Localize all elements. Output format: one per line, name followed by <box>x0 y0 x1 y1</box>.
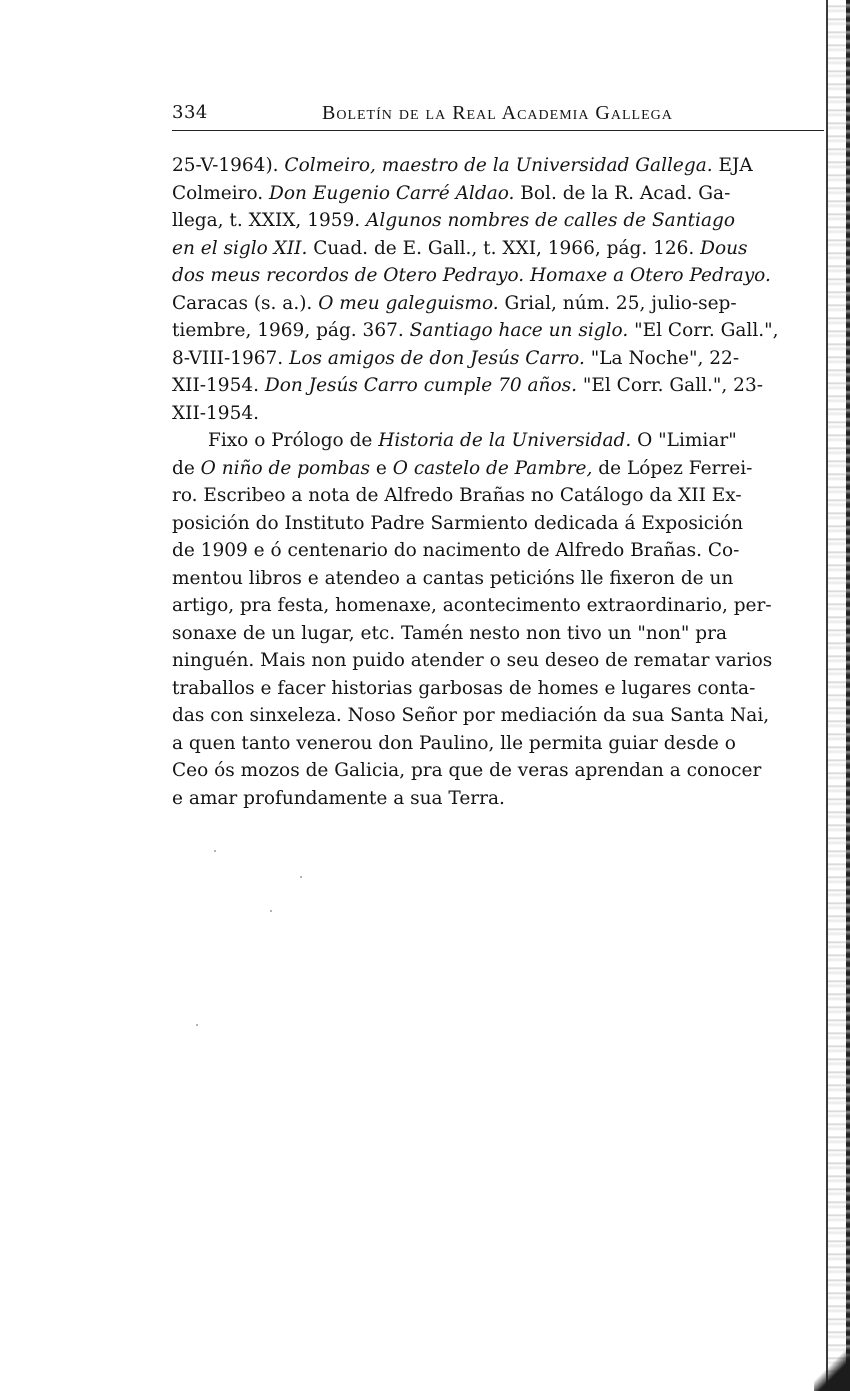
text-line <box>172 757 832 785</box>
text-line <box>172 427 832 455</box>
text-run: XII-1954. <box>172 375 265 396</box>
italic-run: O meu galeguismo. <box>318 292 499 314</box>
italic-run: dos meus recordos de Otero Pedrayo. Homaxe a Otero Pedrayo. <box>172 265 771 286</box>
text-run: Caracas (s. a.). <box>172 292 319 314</box>
italic-run: Colmeiro, maestro de la Universidad Gallega. <box>284 155 713 176</box>
text-run: tiembre, 1969, pág. 367. <box>172 320 410 341</box>
text-run: mentou libros e atendeo a cantas peticións lle fixeron de un <box>172 567 734 589</box>
text-line <box>172 207 832 235</box>
italic-run: O niño de pombas <box>200 457 371 479</box>
italic-run: Dous <box>700 237 748 259</box>
text-line <box>172 675 832 703</box>
italic-run: Historia de la Universidad. <box>378 430 632 451</box>
page-header <box>172 96 824 130</box>
text-run: XII-1954. <box>172 402 259 424</box>
text-run: posición do Instituto Padre Sarmiento dedicada á Exposición <box>172 512 744 534</box>
text-run: ninguén. Mais non puido atender o seu deseo de rematar varios <box>172 650 773 671</box>
text-line <box>172 455 832 483</box>
text-run: 8-VIII-1967. <box>172 347 290 369</box>
text-run: Grial, núm. 25, julio-sep- <box>498 292 737 314</box>
page-number: 334 <box>172 102 208 123</box>
scan-speck <box>214 850 216 852</box>
text-line <box>172 400 832 428</box>
text-run: O "Limiar" <box>631 430 737 451</box>
text-run: Colmeiro. <box>172 182 270 204</box>
italic-run: Don Eugenio Carré Aldao. <box>269 182 515 204</box>
text-line <box>172 317 832 345</box>
scan-binding-edge <box>826 0 850 1391</box>
text-run: Fixo o Prólogo de <box>208 430 379 451</box>
text-line <box>172 785 832 813</box>
scan-speck <box>300 876 302 878</box>
text-run: das con sinxeleza. Noso Señor por mediación da sua Santa Nai, <box>172 705 770 726</box>
text-line <box>172 482 832 510</box>
text-line <box>172 565 832 593</box>
text-line <box>172 290 832 318</box>
italic-run: O castelo de Pambre, <box>392 457 593 479</box>
header-rule <box>172 130 824 131</box>
text-line <box>172 180 832 208</box>
text-run: ro. Escribeo a nota de Alfredo Brañas no Catálogo da XII Ex- <box>172 485 742 506</box>
text-run: de 1909 e ó centenario do nacimento de Alfredo Brañas. Co- <box>172 540 740 561</box>
text-run: artigo, pra festa, homenaxe, acontecimento extraordinario, per- <box>172 595 772 616</box>
text-line <box>172 592 832 620</box>
text-run: de López Ferrei- <box>592 457 753 479</box>
text-line <box>172 510 832 538</box>
text-run: traballos e facer historias garbosas de homes e lugares conta- <box>172 677 756 699</box>
body-text <box>172 152 832 812</box>
italic-run: Santiago hace un siglo. <box>409 320 629 341</box>
text-run: sonaxe de un lugar, etc. Tamén nesto non tivo un "non" pra <box>172 622 727 644</box>
text-run: "El Corr. Gall.", <box>628 320 779 341</box>
text-run: 25-V-1964). <box>172 155 285 176</box>
italic-run: Don Jesús Carro cumple 70 años. <box>264 375 577 396</box>
scan-speck <box>270 910 272 912</box>
text-run: a quen tanto venerou don Paulino, lle permita guiar desde o <box>172 732 736 754</box>
text-run: Ceo ós mozos de Galicia, pra que de veras aprendan a conocer <box>172 760 762 781</box>
text-line <box>172 262 832 290</box>
text-line <box>172 702 832 730</box>
text-line <box>172 235 832 263</box>
text-line <box>172 647 832 675</box>
text-run: Cuad. de E. Gall., t. XXI, 1966, pág. 126. <box>307 237 701 259</box>
running-title: Boletín de la Real Academia Gallega <box>322 102 673 124</box>
text-run: EJA <box>712 155 753 176</box>
italic-run: en el siglo XII. <box>172 237 308 259</box>
scan-corner-shadow <box>814 1350 850 1391</box>
italic-run: Los amigos de don Jesús Carro. <box>289 347 585 369</box>
text-line <box>172 372 832 400</box>
text-line <box>172 152 832 180</box>
text-run: de <box>172 457 201 479</box>
text-line <box>172 537 832 565</box>
text-run: e amar profundamente a sua Terra. <box>172 787 505 809</box>
text-line <box>172 730 832 758</box>
text-line <box>172 345 832 373</box>
text-run: e <box>370 457 393 479</box>
italic-run: Algunos nombres de calles de Santiago <box>366 210 735 231</box>
text-run: Bol. de la R. Acad. Ga- <box>514 182 731 204</box>
text-run: llega, t. XXIX, 1959. <box>172 210 367 231</box>
text-run: "El Corr. Gall.", 23- <box>576 375 763 396</box>
scan-speck <box>196 1024 198 1026</box>
text-line <box>172 620 832 648</box>
text-run: "La Noche", 22- <box>584 347 740 369</box>
